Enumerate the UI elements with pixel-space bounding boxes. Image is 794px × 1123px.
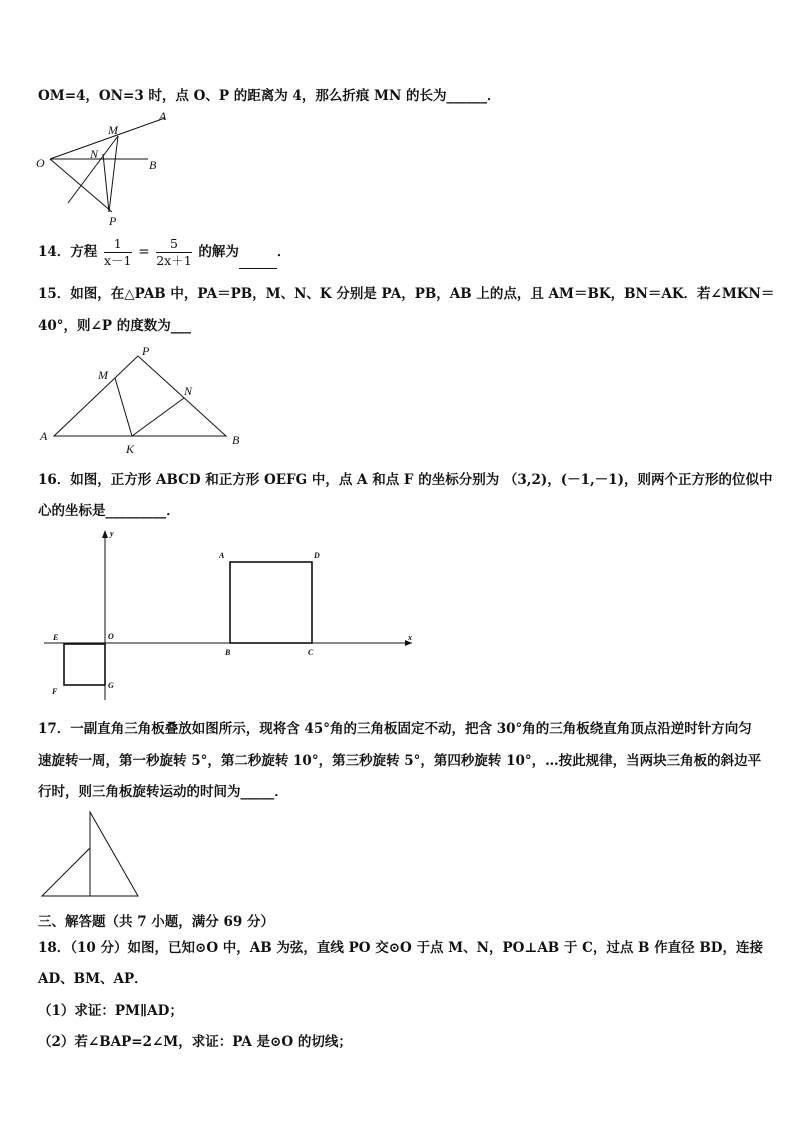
label-M: M: [108, 123, 118, 137]
label-O: O: [36, 156, 45, 170]
triangle-30-degree: [90, 812, 138, 896]
q14-equals: =: [138, 244, 150, 260]
segment-KN: [132, 398, 184, 436]
q14-f2-numerator: 5: [156, 236, 191, 253]
y-axis-arrow: [102, 530, 108, 538]
square-ABCD: [230, 562, 312, 643]
square-OEFG: [64, 644, 105, 685]
q14-fraction-2: [156, 236, 191, 269]
segment-MP: [109, 136, 118, 212]
q18-line2: AD、BM、AP．: [38, 971, 148, 987]
figure-17: [36, 808, 146, 900]
q14-fraction-1: [104, 236, 132, 269]
label-P: P: [142, 344, 150, 358]
label-y: y: [110, 529, 114, 538]
label-O: O: [108, 632, 114, 641]
q14-f1-numerator: 1: [104, 236, 132, 253]
q16-line1: 16．如图，正方形 ABCD 和正方形 OEFG 中，点 A 和点 F 的坐标分别为 （3,2)，(－1,－1)，则两个正方形的位似中: [38, 472, 773, 488]
q17-line2: 速旋转一周，第一秒旋转 5°，第二秒旋转 10°，第三秒旋转 5°，第四秒旋转 10°，…按此规律，当两块三角板的斜边平: [38, 753, 762, 769]
label-E: E: [53, 633, 59, 642]
q14-answer-blank: [239, 254, 277, 269]
q15-line2: 40°，则∠P 的度数为___: [38, 318, 191, 334]
label-A: A: [219, 551, 225, 560]
segment-NP: [103, 154, 109, 212]
q14-end: ．: [276, 244, 291, 260]
label-A: A: [40, 429, 48, 443]
q18-part2: （2）若∠BAP=2∠M，求证：PA 是⊙O 的切线；: [38, 1034, 352, 1050]
q17-line1: 17．一副直角三角板叠放如图所示，现将含 45°角的三角板固定不动，把含 30°角的三角板绕直角顶点沿逆时针方向匀: [38, 721, 752, 737]
q14-f1-denominator: x－1: [104, 253, 132, 268]
label-x: x: [408, 633, 412, 642]
label-N: N: [184, 384, 193, 398]
label-N: N: [90, 147, 99, 161]
q18-part1: （1）求证：PM∥AD；: [38, 1003, 183, 1019]
label-B: B: [149, 158, 157, 172]
label-D: D: [314, 551, 320, 560]
label-C: C: [308, 648, 314, 657]
label-K: K: [126, 442, 135, 456]
q18-line1: 18．（10 分）如图，已知⊙O 中，AB 为弦，直线 PO 交⊙O 于点 M、N，PO⊥AB 于 C，过点 B 作直径 BD，连接: [38, 940, 763, 956]
figure-13: [30, 106, 180, 230]
label-M: M: [98, 368, 108, 382]
segment-MK: [115, 378, 132, 436]
q16-line2: 心的坐标是_________．: [38, 503, 180, 519]
figure-15: [34, 338, 254, 458]
section-3-title: 三、解答题（共 7 小题，满分 69 分）: [38, 914, 274, 930]
label-F: F: [52, 687, 58, 696]
figure-16: [40, 524, 430, 704]
label-B: B: [225, 648, 231, 657]
label-G: G: [108, 681, 114, 690]
q14-f2-denominator: 2x＋1: [156, 253, 192, 268]
label-P: P: [109, 214, 117, 228]
q17-line3: 行时，则三角板旋转运动的时间为_____．: [38, 784, 288, 800]
q14-suffix: 的解为: [198, 244, 239, 260]
q14-line: [38, 236, 290, 269]
q13-line1: OM=4，ON=3 时，点 O、P 的距离为 4，那么折痕 MN 的长为______．: [38, 88, 501, 104]
q14-prefix: 14．方程: [38, 244, 98, 260]
q15-line1: 15．如图，在△PAB 中，PA＝PB，M、N、K 分别是 PA，PB，AB 上的点，且 AM＝BK，BN＝AK．若∠MKN＝: [38, 286, 775, 302]
label-A: A: [159, 109, 167, 123]
label-B: B: [232, 433, 240, 447]
triangle-PAB: [54, 356, 226, 436]
triangle-45-degree: [42, 848, 90, 896]
